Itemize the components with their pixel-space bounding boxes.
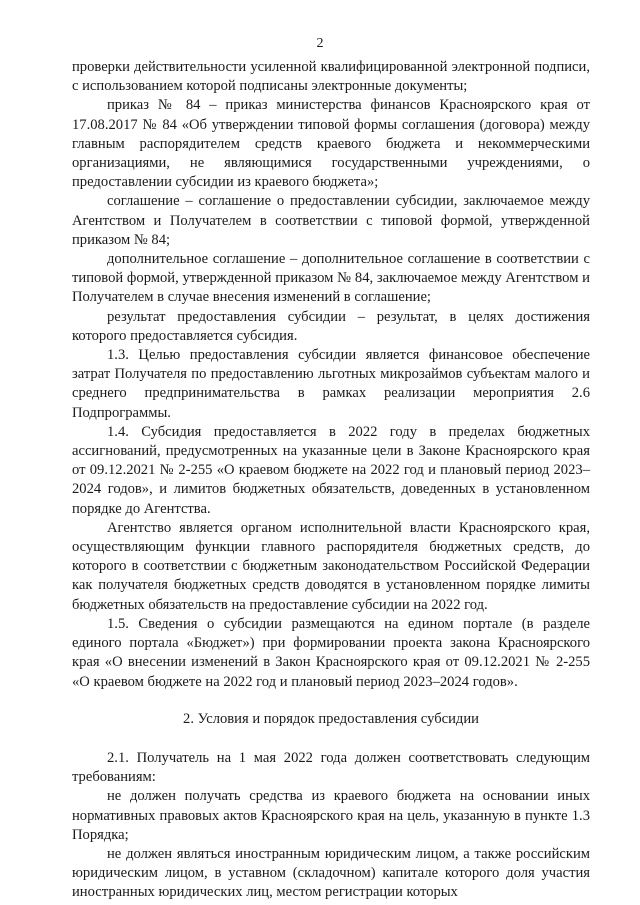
paragraph-signature-verification: проверки действительности усиленной квалифицированной электронной подписи, с использованием которой подписаны электронные документы;: [72, 59, 590, 95]
paragraph-agency: Агентство является органом исполнительной власти Красноярского края, осуществляющим функции главного распорядителя бюджетных средств, до которого в соответствии с бюджетным законодательством Российской Федерации как получателя бюджетных средств доводятся в установленном порядке лимиты бюджетных обязательств на предоставление субсидии на 2022 год.: [72, 519, 590, 613]
paragraph-1-4: 1.4. Субсидия предоставляется в 2022 году в пределах бюджетных ассигнований, предусмотренных на указанные цели в Законе Красноярского края от 09.12.2021 № 2-255 «О краевом бюджете на 2022 год и плановый период 2023–2024 годов», и лимитов бюджетных обязательств, доведенных в установленном порядке до Агентства.: [72, 423, 590, 517]
paragraph-requirement-2: не должен являться иностранным юридическим лицом, а также российским юридическим лицом, в уставном (складочном) капитале которого доля участия иностранных юридических лиц, местом регистрации которых: [72, 845, 590, 901]
paragraph-additional-agreement: дополнительное соглашение – дополнительное соглашение в соответствии с типовой формой, утвержденной приказом № 84, заключаемое между Агентством и Получателем в случае внесения изменений в соглашение;: [72, 251, 590, 306]
paragraph-2-1: 2.1. Получатель на 1 мая 2022 года должен соответствовать следующим требованиям:: [72, 749, 590, 786]
paragraph-subsidy-result: результат предоставления субсидии – результат, в целях достижения которого предоставляется субсидия.: [72, 308, 590, 344]
paragraph-agreement: соглашение – соглашение о предоставлении субсидии, заключаемое между Агентством и Получателем в соответствии с типовой формой, утвержденной приказом № 84;: [72, 193, 590, 248]
page-number: 2: [316, 36, 324, 51]
document-body: [72, 58, 590, 903]
paragraph-1-3: 1.3. Целью предоставления субсидии является финансовое обеспечение затрат Получателя по предоставлению льготных микрозаймов субъектам малого и среднего предпринимательства в рамках реализации мероприятия 2.6 Подпрограммы.: [72, 347, 590, 421]
paragraph-requirement-1: не должен получать средства из краевого бюджета на основании иных нормативных правовых актов Красноярского края на цель, указанную в пункте 1.3 Порядка;: [72, 788, 590, 843]
section-heading-2: 2. Условия и порядок предоставления субсидии: [183, 710, 479, 727]
paragraph-order-84: приказ № 84 – приказ министерства финансов Красноярского края от 17.08.2017 № 84 «Об утверждении типовой формы соглашения (договора) между главным распорядителем средств краевого бюджета и некоммерческими организациями, не являющимися государственными учреждениями, о предоставлении субсидии из краевого бюджета»;: [72, 97, 590, 191]
paragraph-1-5: 1.5. Сведения о субсидии размещаются на едином портале (в разделе единого портала «Бюджет») при формировании проекта закона Красноярского края «О внесении изменений в Закон Красноярского края от 09.12.2021 № 2-255 «О краевом бюджете на 2022 год и плановый период 2023–2024 годов».: [72, 615, 590, 690]
